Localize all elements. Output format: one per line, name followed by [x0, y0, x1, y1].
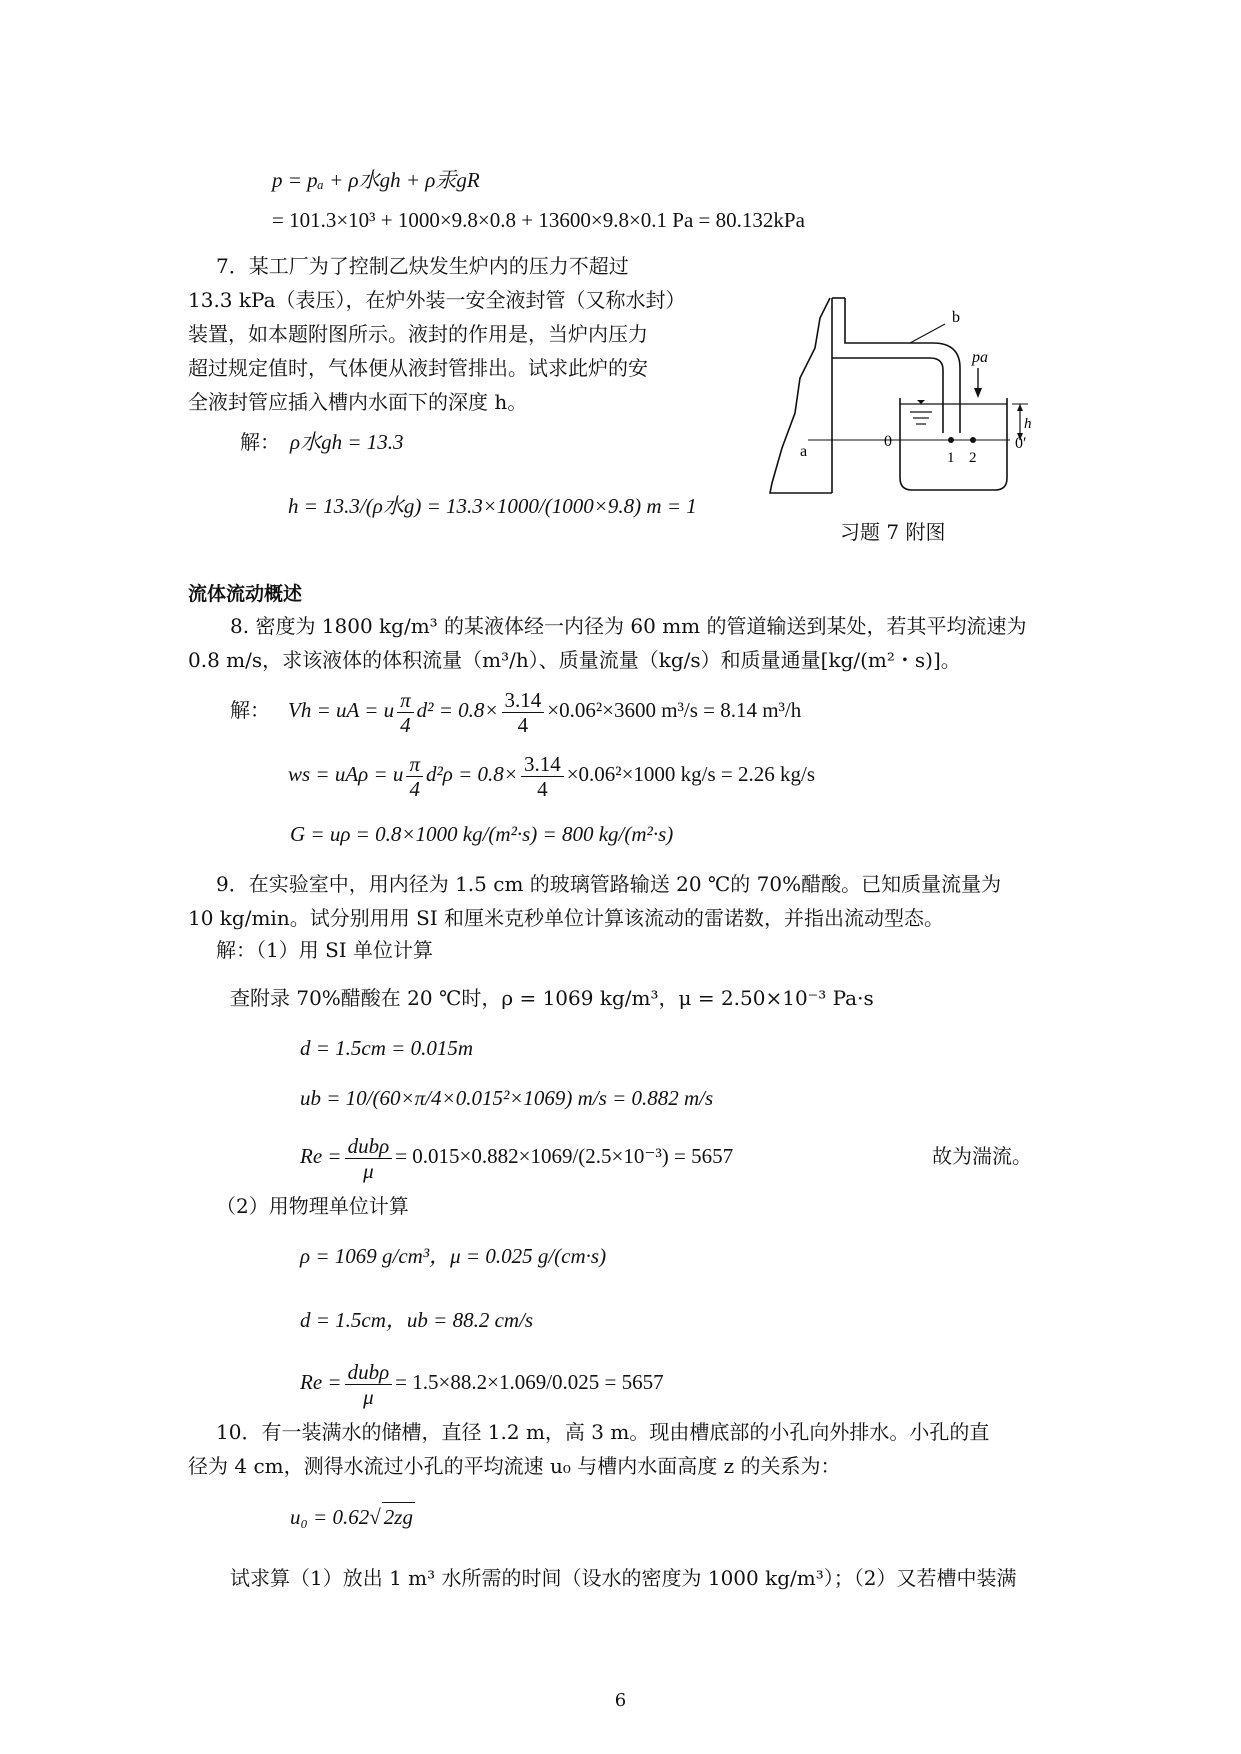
sqrt-content: 2zg [382, 1502, 415, 1531]
fraction-den: 4 [409, 776, 420, 801]
fraction-num: dubρ [345, 1360, 393, 1385]
label-b: b [952, 309, 960, 326]
problem9-line: 10 kg/min。试分别用用 SI 和厘米克秒单位计算该流动的雷诺数，并指出流动型态。 [188, 906, 945, 930]
equation-reynolds-cgs [300, 1352, 664, 1412]
problem9-lookup: 查附录 70%醋酸在 20 ℃时，ρ = 1069 kg/m³，μ = 2.50×10⁻³ Pa·s [230, 986, 874, 1010]
problem9-line: 9．在实验室中，用内径为 1.5 cm 的玻璃管路输送 20 ℃的 70%醋酸。已知质量流量为 [216, 872, 1002, 896]
problem7-line: 装置，如本题附图所示。液封的作用是，当炉内压力 [188, 322, 648, 346]
eq-part: d²ρ = 0.8× [425, 762, 518, 786]
fraction [502, 688, 545, 737]
eq-part: = 1.5×88.2×1.069/0.025 = 5657 [395, 1370, 664, 1394]
eq-part: ×0.06²×1000 kg/s = 2.26 kg/s [566, 762, 816, 786]
fraction-num: π [397, 688, 414, 713]
equation-seal: ρ水gh = 13.3 [290, 430, 404, 454]
fraction-num: π [406, 752, 423, 777]
eq-part: Vh = uA = u [288, 698, 395, 722]
fraction [397, 688, 414, 737]
fraction-den: 4 [400, 712, 411, 737]
label-1: 1 [947, 450, 955, 466]
problem9-sol1: 解：（1）用 SI 单位计算 [216, 938, 434, 962]
eq-part: ws = uAρ = u [288, 762, 404, 786]
equation-u0: u₀ = 0.62√ 2zg [290, 1502, 415, 1531]
equation-mass-flux: G = uρ = 0.8×1000 kg/(m²·s) = 800 kg/(m²·s) [290, 822, 674, 846]
equation-cgs-props: ρ = 1069 g/cm³，μ = 0.025 g/(cm·s) [300, 1244, 607, 1268]
eq-part: Re = [300, 1370, 342, 1394]
fraction-num: dubρ [345, 1134, 393, 1159]
eq-part: Re = [300, 1144, 342, 1168]
label-0-prime: 0′ [1015, 435, 1027, 452]
fraction-num: 3.14 [521, 752, 564, 777]
problem9-sol2: （2）用物理单位计算 [216, 1194, 409, 1218]
equation-ub: ub = 10/(60×π/4×0.015²×1069) m/s = 0.882 m/s [300, 1086, 714, 1110]
equation-volume-flow [288, 680, 801, 740]
fraction [345, 1134, 393, 1183]
fraction-den: μ [363, 1158, 374, 1183]
turbulent-note: 故为湍流。 [932, 1144, 1032, 1168]
fraction [406, 752, 423, 801]
label-a: a [800, 443, 808, 460]
page-number: 6 [614, 1690, 627, 1711]
equation-reynolds-si [300, 1126, 733, 1186]
equation-mass-flow [288, 744, 815, 804]
problem7-line: 超过规定值时，气体便从液封管排出。试求此炉的安 [188, 356, 648, 380]
eq-part: ×0.06²×3600 m³/s = 8.14 m³/h [547, 698, 802, 722]
fraction [521, 752, 564, 801]
label-pa: pa [972, 349, 988, 366]
eq-part: u₀ = 0.62 [290, 1505, 370, 1529]
problem7-line: 13.3 kPa（表压），在炉外装一安全液封管（又称水封） [188, 288, 686, 312]
fraction-den: μ [363, 1384, 374, 1409]
equation-d: d = 1.5cm = 0.015m [300, 1036, 473, 1060]
fraction [345, 1360, 393, 1409]
liquid-seal-diagram [760, 288, 1050, 518]
problem8-line: 0.8 m/s，求该液体的体积流量（m³/h）、质量流量（kg/s）和质量通量[kg/(m²・s)]。 [188, 648, 961, 672]
fraction-den: 4 [517, 712, 529, 737]
fraction-den: 4 [537, 776, 548, 801]
label-2: 2 [969, 450, 977, 466]
problem10-line: 径为 4 cm，测得水流过小孔的平均流速 u₀ 与槽内水面高度 z 的关系为： [188, 1454, 841, 1478]
section-title: 流体流动概述 [188, 583, 303, 605]
equation-pressure-value: = 101.3×10³ + 1000×9.8×0.8 + 13600×9.8×0.1 Pa = 80.132kPa [272, 208, 805, 232]
eq-part: d² = 0.8× [416, 698, 499, 722]
problem8-line: 8. 密度为 1800 kg/m³ 的某液体经一内径为 60 mm 的管道输送到某处，若其平均流速为 [230, 614, 1027, 638]
equation-depth: h = 13.3/(ρ水g) = 13.3×1000/(1000×9.8) m = 1 [288, 494, 697, 518]
eq-part: = 0.015×0.882×1069/(2.5×10⁻³) = 5657 [395, 1144, 734, 1168]
problem7-line: 全液封管应插入槽内水面下的深度 h。 [188, 390, 528, 414]
solution-label: 解： [230, 698, 270, 722]
problem10-line: 10．有一装满水的储槽，直径 1.2 m，高 3 m。现由槽底部的小孔向外排水。小孔的直 [216, 1420, 990, 1444]
fraction-num: 3.14 [502, 688, 545, 713]
problem10-line: 试求算（1）放出 1 m³ 水所需的时间（设水的密度为 1000 kg/m³）；（2）又若槽中装满 [230, 1566, 1017, 1590]
equation-cgs-d-ub: d = 1.5cm，ub = 88.2 cm/s [300, 1308, 534, 1332]
problem7-line: 7．某工厂为了控制乙炔发生炉内的压力不超过 [216, 254, 629, 278]
label-0: 0 [884, 433, 892, 450]
label-h: h [1024, 416, 1032, 432]
solution-label: 解： [240, 430, 280, 454]
equation-pressure: p = pₐ + ρ水gh + ρ汞gR [272, 168, 480, 192]
figure-caption: 习题 7 附图 [840, 520, 946, 544]
